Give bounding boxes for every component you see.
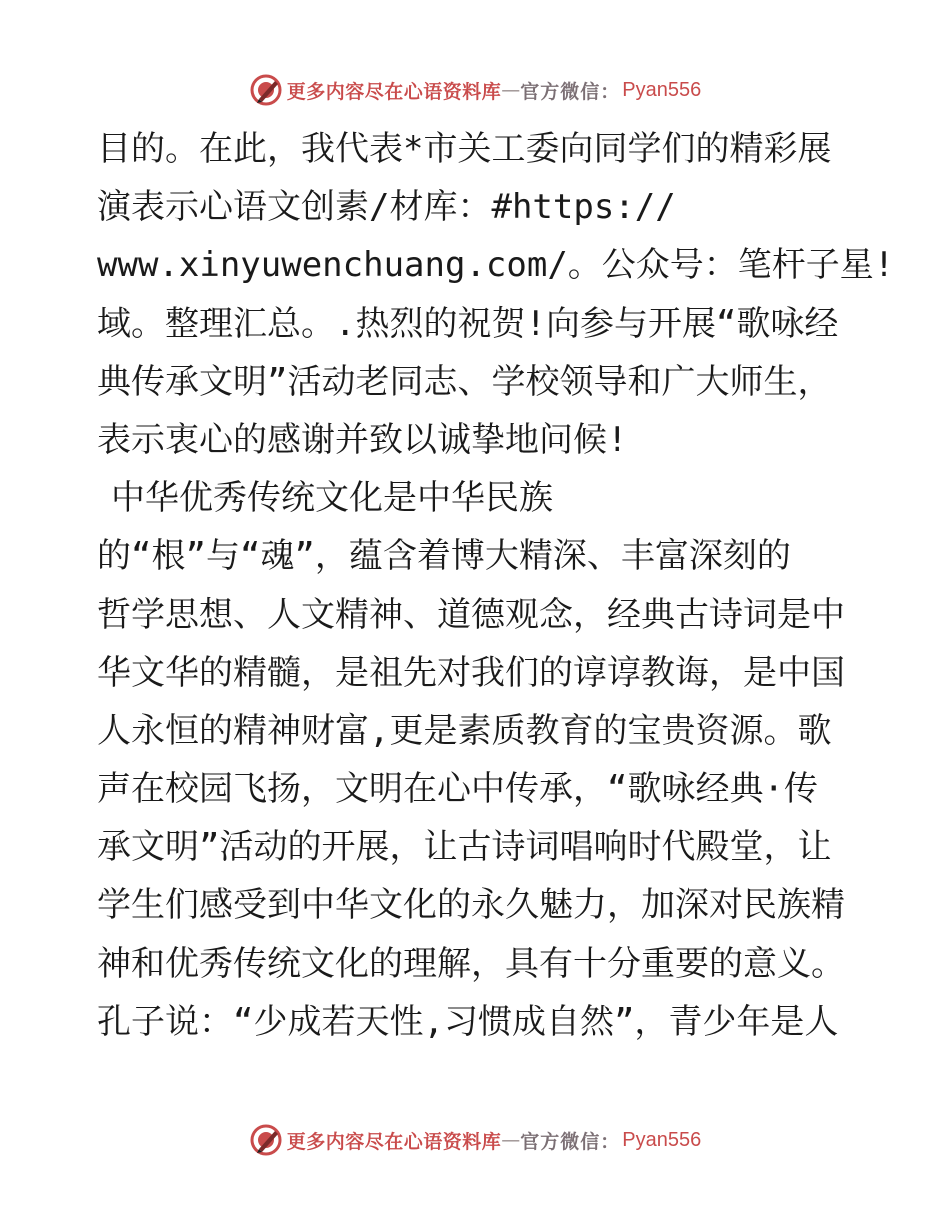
footer-banner <box>0 1120 950 1160</box>
text-line: 孔子说：“少成若天性,习惯成自然”，青少年是人 <box>97 1001 839 1042</box>
section-heading: 中华优秀传统文化是中华民族 <box>111 478 553 519</box>
banner-wechat-label: 官方微信： <box>520 1130 621 1153</box>
pen-seal-logo-icon <box>249 73 283 107</box>
text-line: 华文华的精髓，是祖先对我们的谆谆教诲，是中国 <box>97 652 845 693</box>
text-line: 典传承文明”活动老同志、学校领导和广大师生， <box>97 361 832 402</box>
text-line: 人永恒的精神财富,更是素质教育的宝贵资源。歌 <box>97 710 832 751</box>
banner-wechat-label: 官方微信： <box>520 80 621 103</box>
text-line: 目的。在此，我代表*市关工委向同学们的精彩展 <box>97 129 832 169</box>
pen-seal-logo-icon <box>249 1123 283 1157</box>
text-line: 演表示心语文创素/材库：#https:// <box>97 187 676 228</box>
text-line: 学生们感受到中华文化的永久魅力，加深对民族精 <box>97 885 845 926</box>
text-line: 承文明”活动的开展，让古诗词唱响时代殿堂，让 <box>97 827 832 868</box>
banner-separator: — <box>501 79 521 101</box>
document-body <box>97 120 895 1051</box>
text-line: 声在校园飞扬，文明在心中传承，“歌咏经典·传 <box>97 769 818 810</box>
text-line: 神和优秀传统文化的理解，具有十分重要的意义。 <box>97 943 845 984</box>
banner-title: 更多内容尽在心语资料库 <box>286 1130 502 1153</box>
text-line: 的“根”与“魂”，蕴含着博大精深、丰富深刻的 <box>97 536 791 577</box>
banner-wechat-id: Pyan556 <box>622 1128 702 1151</box>
banner-title: 更多内容尽在心语资料库 <box>286 80 502 103</box>
text-line: www.xinyuwenchuang.com/。公众号：笔杆子星! <box>97 245 895 286</box>
banner-separator: — <box>501 1129 521 1151</box>
text-line: 表示衷心的感谢并致以诚挚地问候! <box>97 419 628 460</box>
text-line: 哲学思想、人文精神、道德观念，经典古诗词是中 <box>97 594 845 635</box>
text-line: 域。整理汇总。.热烈的祝贺!向参与开展“歌咏经 <box>97 303 839 344</box>
banner-wechat-id: Pyan556 <box>622 78 702 101</box>
header-banner <box>0 70 950 110</box>
